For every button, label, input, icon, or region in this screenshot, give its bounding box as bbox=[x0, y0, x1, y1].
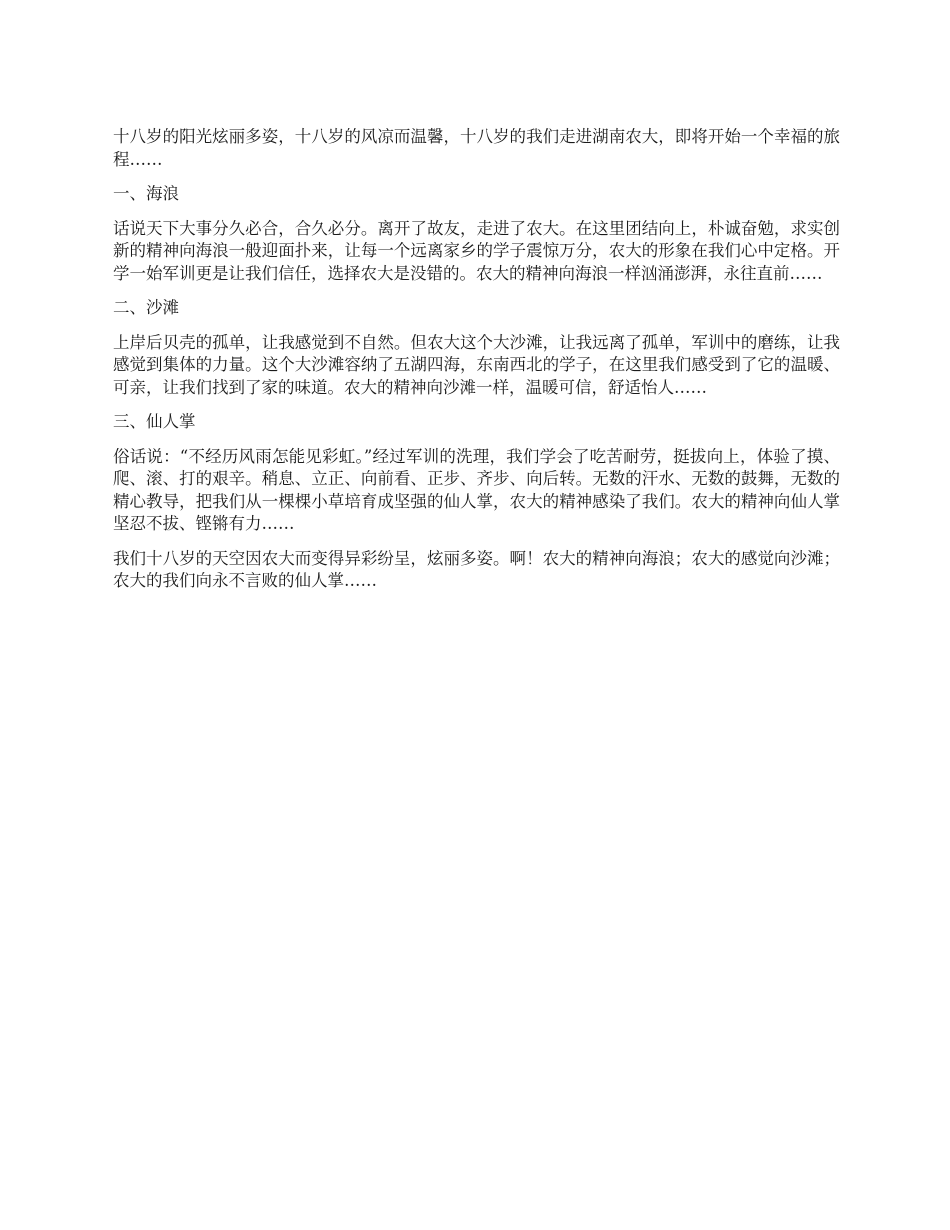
section-body-beach: 上岸后贝壳的孤单，让我感觉到不自然。但农大这个大沙滩，让我远离了孤单，军训中的磨练，让我感觉到集体的力量。这个大沙滩容纳了五湖四海，东南西北的学子，在这里我们感受到了它的温暖、可亲，让我们找到了家的味道。农大的精神向沙滩一样，温暖可信，舒适怡人…… bbox=[113, 332, 840, 397]
section-heading-waves: 一、海浪 bbox=[113, 184, 179, 203]
section-heading-cactus: 三、仙人掌 bbox=[113, 412, 196, 431]
closing-paragraph: 我们十八岁的天空因农大而变得异彩纷呈，炫丽多姿。啊！农大的精神向海浪；农大的感觉向沙滩；农大的我们向永不言败的仙人掌…… bbox=[113, 548, 840, 590]
section-heading-beach: 二、沙滩 bbox=[113, 298, 179, 317]
section-body-waves: 话说天下大事分久必合，合久必分。离开了故友，走进了农大。在这里团结向上，朴诚奋勉，求实创新的精神向海浪一般迎面扑来，让每一个远离家乡的学子震惊万分，农大的形象在我们心中定格。开学一始军训更是让我们信任，选择农大是没错的。农大的精神向海浪一样汹涌澎湃，永往直前…… bbox=[113, 218, 840, 283]
section-body-cactus: 俗话说：“不经历风雨怎能见彩虹。”经过军训的洗理，我们学会了吃苦耐劳，挺拔向上，体验了摸、爬、滚、打的艰辛。稍息、立正、向前看、正步、齐步、向后转。无数的汗水、无数的鼓舞，无数的精心教导，把我们从一棵棵小草培育成坚强的仙人掌，农大的精神感染了我们。农大的精神向仙人掌坚忍不拔、铿锵有力…… bbox=[113, 446, 840, 533]
intro-paragraph: 十八岁的阳光炫丽多姿，十八岁的风凉而温馨，十八岁的我们走进湖南农大，即将开始一个幸福的旅程…… bbox=[113, 127, 840, 169]
document-page bbox=[113, 126, 840, 605]
